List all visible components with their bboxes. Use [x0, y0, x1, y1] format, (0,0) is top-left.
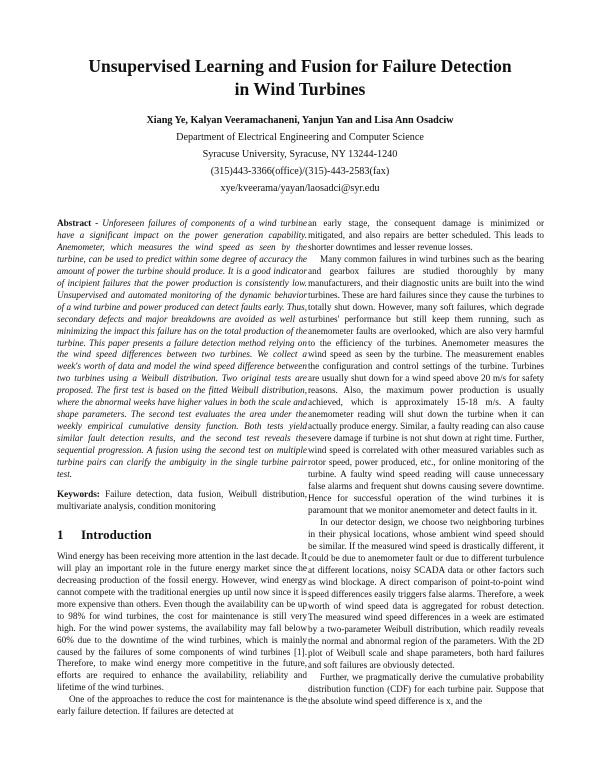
intro-paragraph-1: Wind energy has been receiving more attention in the last decade. It will play an important role in the future energy market since the decreasing production of the fossil energy. However, wind energy cannot compete with the traditional energies up until now since it is more expensive than others. Even though the availability can be up to 98% for wind turbines, the cost for maintenance is still very high. For the wind power systems, the availability may fall below 60% due to the downtime of the wind turbines, which is mainly caused by the failures of some components of wind turbines [1]. Therefore, to make wind energy more competitive in the future, efforts are required to enhance the availability, reliability and lifetime of the wind turbines. — [57, 550, 307, 693]
university: Syracuse University, Syracuse, NY 13244-1240 — [202, 149, 398, 160]
keywords-label: Keywords: — [57, 488, 100, 499]
keywords — [57, 489, 307, 513]
section-heading-introduction — [57, 527, 307, 543]
department: Department of Electrical Engineering and Computer Science — [176, 132, 424, 143]
abstract-label: Abstract - — [57, 218, 99, 228]
right-paragraph-2: In our detector design, we choose two neighboring turbines in their physical locations, whose ambient wind speed should be similar. If the measured wind speed is drastically different, it could be due to anemometer fault or due to different turbulence at different locations, noisy SCADA data or other factors such as wind blockage. A direct comparison of point-to-point wind speed differences easily triggers false alarms. Therefore, a week worth of wind speed data is aggregated for robust detection. The measured wind speed differences in a week are estimated by a two-parameter Weibull distribution, which readily reveals the normal and abnormal region of the parameters. With the 2D plot of Weibull scale and shape parameters, both hard failures and soft failures are obviously detected. — [308, 516, 544, 671]
paper-title — [40, 55, 560, 101]
section-number: 1 — [57, 526, 64, 542]
section-title: Introduction — [81, 526, 152, 542]
author-block — [60, 112, 540, 197]
right-paragraph-0: an early stage, the consequent damage is minimized or mitigated, and also repairs are better scheduled. This leads to shorter downtimes and lesser revenue losses. — [308, 218, 544, 252]
title-line-1: Unsupervised Learning and Fusion for Failure Detection — [88, 56, 512, 76]
abstract-text: Unforeseen failures of components of a wind turbine have a significant impact on the power generation capability. Anemometer, which measures the wind speed as seen by the turbine, can be used to predict within some degree of accuracy the amount of power the turbine should produce. It is a good indicator of incipient failures that the power production is consistently low. Unsupervised and automated monitoring of the dynamic behavior of a wind turbine and power produced can detect faults early. Thus, secondary defects and major breakdowns are avoided as well as minimizing the impact this failure has on the total production of the turbine. This paper presents a failure detection method relying on the wind speed differences between two turbines. We collect a week's worth of data and model the wind speed difference between two turbines using a Weibull distribution. Two original tests are proposed. The first test is based on the fitted Weibull distribution, where the abnormal weeks have higher values in both the scale and shape parameters. The second test evaluates the area under the weekly empirical cumulative density function. Both tests yield similar fault detection results, and the second test reveals the sequential progression. A fusion using the second test on multiple turbine pairs can clarify the ambiguity in the single turbine pair test. — [57, 218, 307, 480]
intro-paragraph-2: One of the approaches to reduce the cost for maintenance is the early failure detection. If failures are detected at — [57, 694, 307, 717]
abstract — [57, 218, 307, 481]
phone-fax: (315)443-3366(office)/(315)-443-2583(fax) — [210, 166, 390, 177]
right-paragraph-1: Many common failures in wind turbines such as the bearing and gearbox failures are studied thoroughly by many manufacturers, and their diagnostic units are built into the wind turbines. These are hard failures since they cause the turbines to totally shut down. However, many soft failures, which degrade turbines' performance but still keep them running, such as anemometer faults are overlooked, which are also very harmful to the efficiency of the turbines. Anemometer measures the wind speed as seen by the turbine. The measurement enables the configuration and control settings of the turbine. Turbines are usually shut down for a wind speed above 20 m/s for safety reasons. Also, the maximum power production is usually achieved, which is approximately 15-18 m/s. A faulty anemometer reading will shut down the turbine when it can actually produce energy. Similar, a faulty reading can also cause severe damage if turbine is not shut down at right time. Further, wind speed is correlated with other measured variables such as rotor speed, power produced, etc., for online monitoring of the turbine. A faulty wind speed reading will cause unnecessary false alarms and frequent shut downs causing severe downtime. Hence for successful operation of the wind turbines it is paramount that we monitor anemometer and detect faults in it. — [308, 253, 544, 515]
right-column — [308, 218, 544, 708]
author-list: Xiang Ye, Kalyan Veeramachaneni, Yanjun Yan and Lisa Ann Osadciw — [146, 115, 454, 126]
right-paragraph-3: Further, we pragmatically derive the cumulative probability distribution function (CDF) for each turbine pair. Suppose that the absolute wind speed difference is x, and the — [308, 672, 544, 707]
email-list: xye/kveerama/yayan/laosadci@syr.edu — [220, 183, 380, 194]
title-line-2: in Wind Turbines — [234, 79, 366, 99]
left-column — [57, 218, 307, 718]
keywords-text: Failure detection, data fusion, Weibull distribution, multivariate analysis, condition monitoring — [57, 488, 307, 511]
